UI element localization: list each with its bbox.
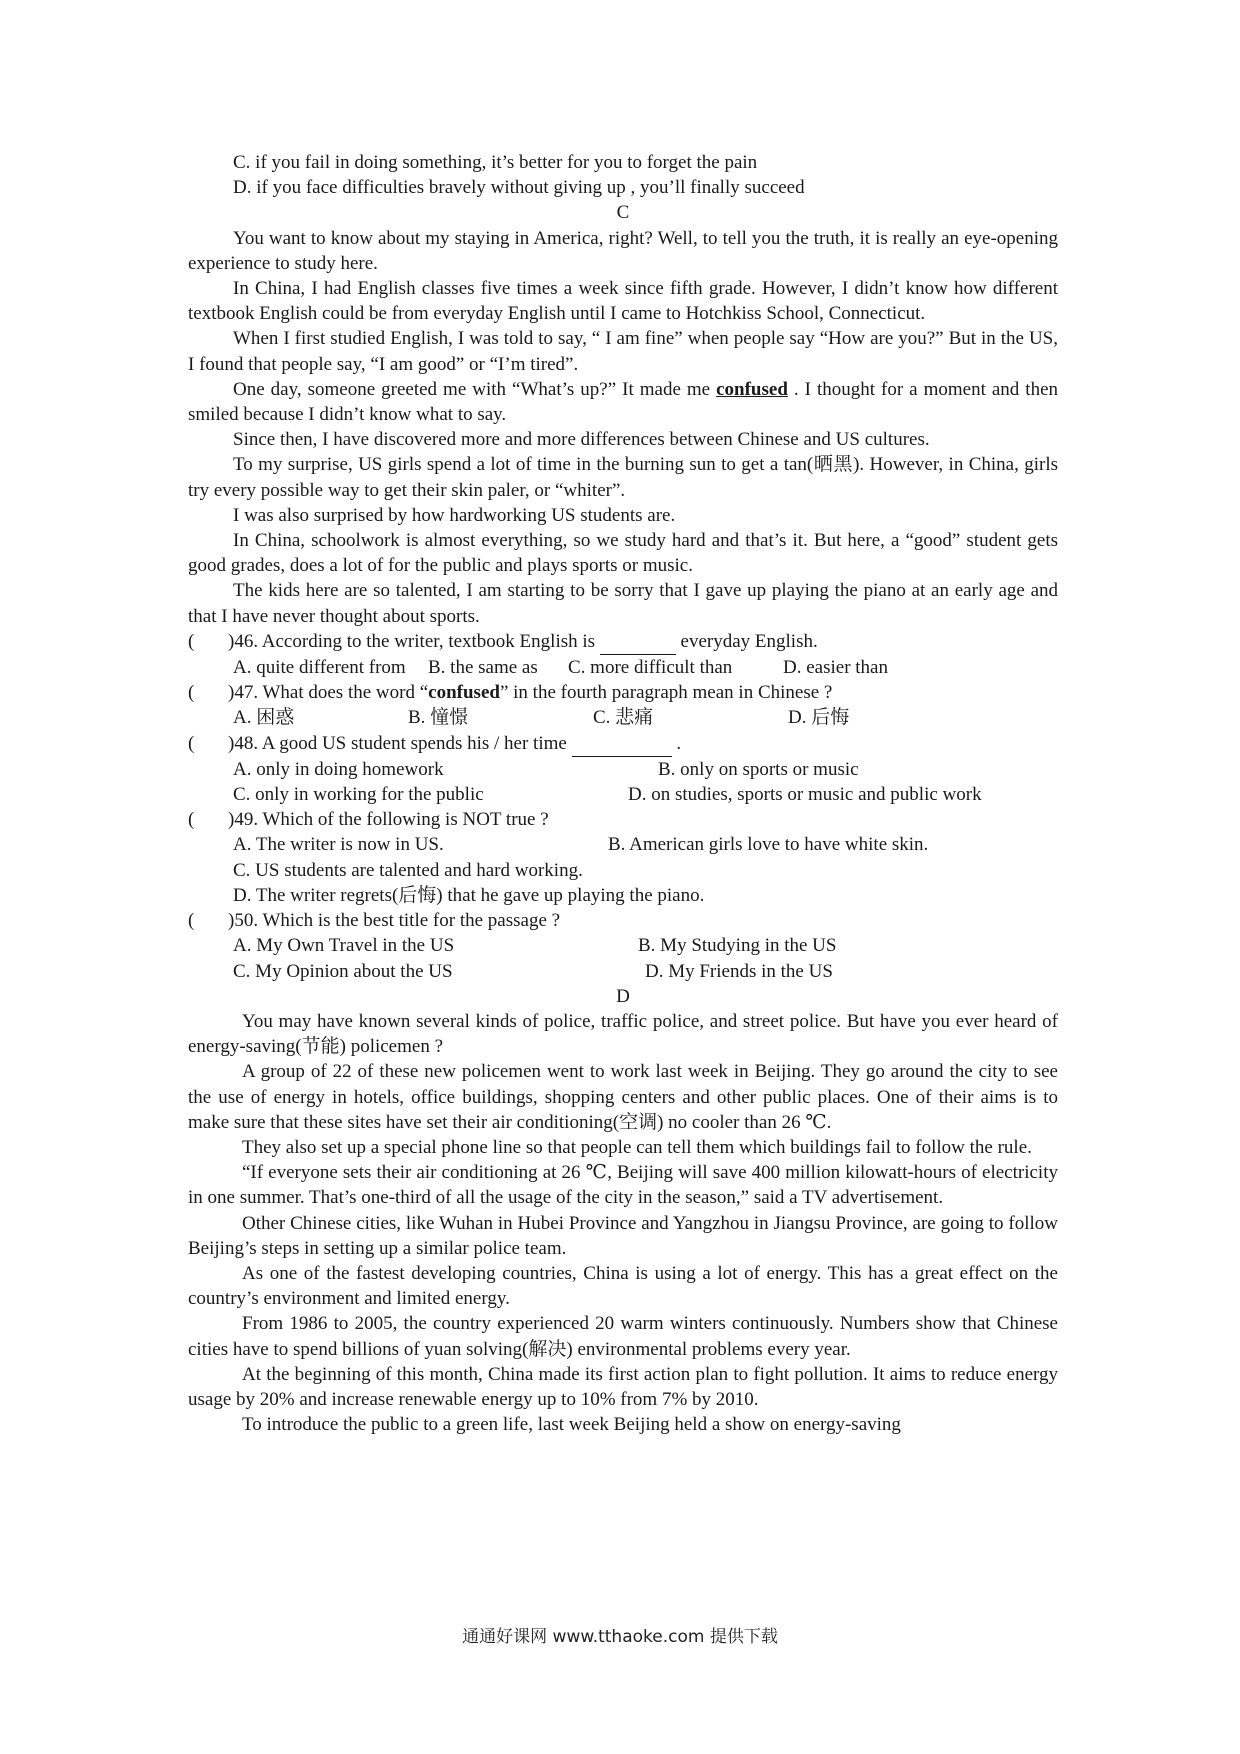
options-48-cd xyxy=(188,782,1058,807)
option-d-prev: D. if you face difficulties bravely without giving up , you’ll finally succeed xyxy=(233,177,805,199)
answer-paren[interactable]: ( xyxy=(188,682,195,704)
question-stem: )49. Which of the following is NOT true ? xyxy=(228,809,549,831)
paragraph: Other Chinese cities, like Wuhan in Hubei Province and Yangzhou in Jiangsu Province, are going to follow Beijing’s steps in setting up a similar police team. xyxy=(188,1212,1058,1259)
section-d-heading: D xyxy=(616,985,630,1007)
paragraph: Since then, I have discovered more and more differences between Chinese and US cultures. xyxy=(233,429,930,451)
option-d[interactable]: D. The writer regrets(后悔) that he gave up playing the piano. xyxy=(233,884,705,906)
question-49 xyxy=(188,807,1058,832)
paragraph: You may have known several kinds of police, traffic police, and street police. But have you ever heard of energy-saving(节能) policemen ? xyxy=(188,1010,1058,1058)
document-page xyxy=(188,150,1058,1437)
question-stem: )50. Which is the best title for the passage ? xyxy=(228,910,561,932)
options-50-ab xyxy=(188,933,1058,958)
option-d[interactable]: D. on studies, sports or music and public work xyxy=(628,784,982,806)
text: One day, someone greeted me with “What’s up?” It made me xyxy=(233,378,717,400)
paragraph: You want to know about my staying in America, right? Well, to tell you the truth, it is really an eye-opening experience to study here. xyxy=(188,227,1058,274)
question-48 xyxy=(188,731,1058,757)
answer-blank[interactable] xyxy=(572,731,672,757)
option-a[interactable]: A. only in doing homework xyxy=(233,758,444,780)
question-47 xyxy=(188,680,1058,705)
text: . xyxy=(676,732,682,754)
option-a[interactable]: A. My Own Travel in the US xyxy=(233,935,455,957)
options-46 xyxy=(188,655,1058,680)
section-c-heading: C xyxy=(616,202,630,224)
paragraph: “If everyone sets their air conditioning at 26 ℃, Beijing will save 400 million kilowatt-hours of electricity in one summer. That’s one-third of all the usage of the city in the season,” said a TV advertisement. xyxy=(188,1162,1058,1209)
paragraph: As one of the fastest developing countries, China is using a lot of energy. This has a great effect on the country’s environment and limited energy. xyxy=(188,1262,1058,1310)
text: )48. A good US student spends his / her time xyxy=(228,732,567,754)
question-stem xyxy=(228,629,818,655)
question-stem xyxy=(228,680,832,705)
text: )47. What does the word “ xyxy=(228,682,429,704)
paragraph: At the beginning of this month, China made its first action plan to fight pollution. It aims to reduce energy usage by 20% and increase renewable energy up to 10% from 7% by 2010. xyxy=(188,1363,1058,1410)
keyword-confused: confused xyxy=(428,682,500,704)
option-d[interactable]: D. 后悔 xyxy=(788,707,850,729)
answer-paren[interactable]: ( xyxy=(188,732,195,754)
question-50 xyxy=(188,908,1058,933)
option-d[interactable]: D. easier than xyxy=(783,657,888,679)
option-c[interactable]: C. only in working for the public xyxy=(233,784,484,806)
answer-paren[interactable]: ( xyxy=(188,630,195,652)
paragraph: From 1986 to 2005, the country experienced 20 warm winters continuously. Numbers show that Chinese cities have to spend billions of yuan solving(解决) environmental problems every year. xyxy=(188,1313,1058,1360)
answer-blank[interactable] xyxy=(600,629,676,655)
answer-paren[interactable]: ( xyxy=(188,910,195,932)
paragraph: When I first studied English, I was told to say, “ I am fine” when people say “How are you?” But in the US, I found that people say, “I am good” or “I’m tired”. xyxy=(188,328,1058,375)
options-50-cd xyxy=(188,959,1058,984)
text: . I thought for a moment and then smiled because I didn’t know what to say. xyxy=(188,378,1059,426)
paragraph: The kids here are so talented, I am starting to be sorry that I gave up playing the piano at an early age and that I have never thought about sports. xyxy=(188,580,1058,627)
option-b[interactable]: B. only on sports or music xyxy=(658,758,859,780)
page-footer: 通通好课网 www.tthaoke.com 提供下载 xyxy=(462,1627,778,1647)
paragraph: A group of 22 of these new policemen went to work last week in Beijing. They go around the city to see the use of energy in hotels, office buildings, shopping centers and other public places. One of their aims is to make sure that these sites have set their air conditioning(空调) no cooler than 26 ℃. xyxy=(188,1061,1058,1133)
option-b[interactable]: B. the same as xyxy=(428,657,538,679)
option-b[interactable]: B. American girls love to have white skin. xyxy=(608,834,929,856)
option-b[interactable]: B. 憧憬 xyxy=(408,707,469,729)
text: everyday English. xyxy=(680,630,818,652)
options-48-ab xyxy=(188,757,1058,782)
paragraph: In China, schoolwork is almost everything, so we study hard and that’s it. But here, a “good” student gets good grades, does a lot of for the public and plays sports or music. xyxy=(188,530,1058,577)
answer-paren[interactable]: ( xyxy=(188,809,195,831)
question-stem xyxy=(228,731,681,757)
paragraph: To my surprise, US girls spend a lot of time in the burning sun to get a tan(晒黑). However, in China, girls try every possible way to get their skin paler, or “whiter”. xyxy=(188,454,1058,501)
option-d[interactable]: D. My Friends in the US xyxy=(645,960,833,982)
option-c-prev: C. if you fail in doing something, it’s better for you to forget the pain xyxy=(233,152,758,173)
option-c[interactable]: C. US students are talented and hard working. xyxy=(233,859,583,881)
text: ” in the fourth paragraph mean in Chinese ? xyxy=(499,682,833,704)
options-47 xyxy=(188,705,1058,730)
keyword-confused: confused xyxy=(716,378,788,400)
paragraph: In China, I had English classes five times a week since fifth grade. However, I didn’t know how different textbook English could be from everyday English until I came to Hotchkiss School, Connecticut. xyxy=(188,278,1058,325)
option-c[interactable]: C. My Opinion about the US xyxy=(233,960,453,982)
option-b[interactable]: B. My Studying in the US xyxy=(638,935,837,957)
paragraph: I was also surprised by how hardworking US students are. xyxy=(233,504,676,526)
options-49-ab xyxy=(188,832,1058,857)
option-a[interactable]: A. quite different from xyxy=(233,657,406,679)
text: )46. According to the writer, textbook English is xyxy=(228,630,596,652)
paragraph: To introduce the public to a green life, last week Beijing held a show on energy-saving xyxy=(242,1414,901,1436)
paragraph-confused xyxy=(188,377,1058,427)
option-a[interactable]: A. The writer is now in US. xyxy=(233,834,444,856)
option-c[interactable]: C. more difficult than xyxy=(568,657,733,679)
option-c[interactable]: C. 悲痛 xyxy=(593,707,654,729)
question-46 xyxy=(188,629,1058,655)
paragraph: They also set up a special phone line so that people can tell them which buildings fail to follow the rule. xyxy=(242,1136,1032,1158)
option-a[interactable]: A. 困惑 xyxy=(233,707,295,729)
